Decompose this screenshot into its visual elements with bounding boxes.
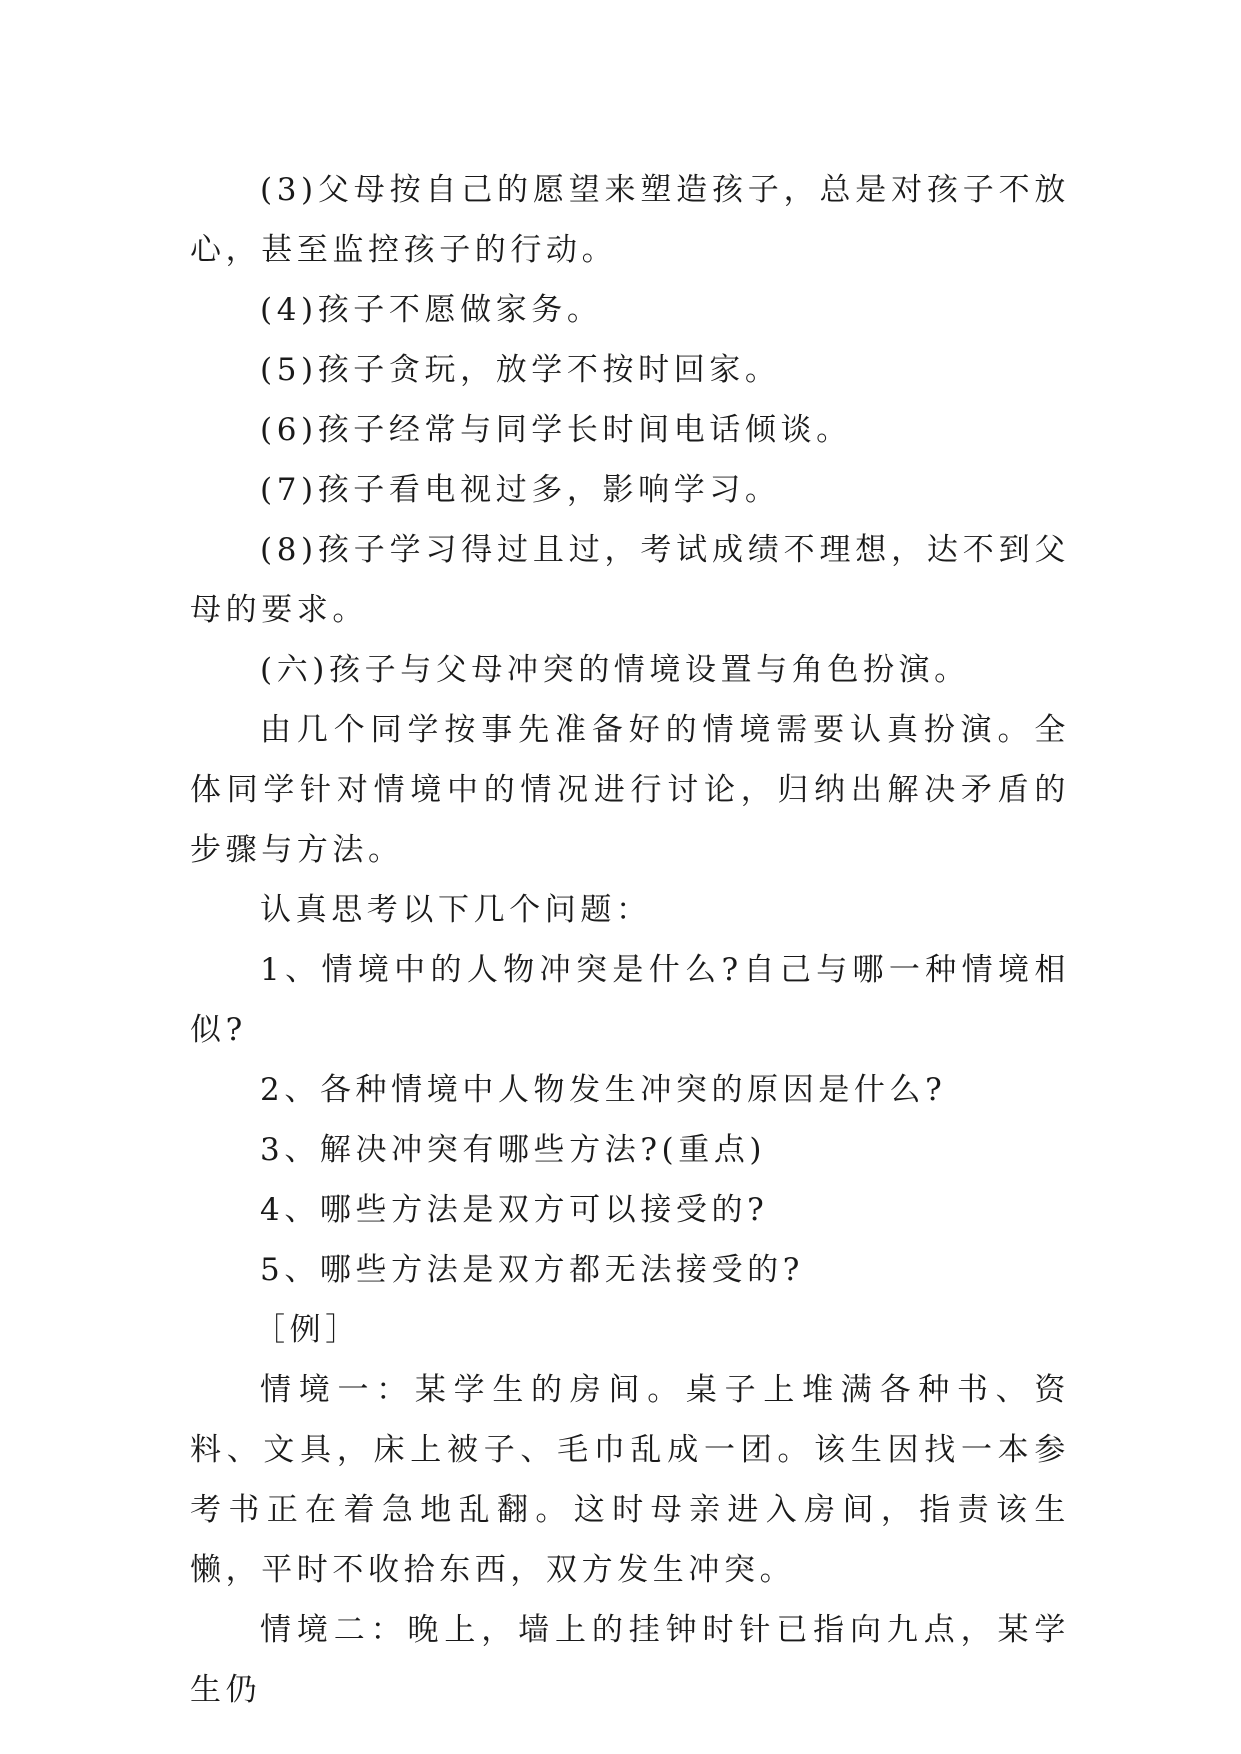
scenario-1: 情境一：某学生的房间。桌子上堆满各种书、资料、文具，床上被子、毛巾乱成一团。该生因找一本参考书正在着急地乱翻。这时母亲进入房间，指责该生懒，平时不收拾东西，双方发生冲突。 <box>190 1372 1070 1588</box>
question-5: 5、哪些方法是双方都无法接受的? <box>260 1252 804 1288</box>
paragraph-item-4: (4)孩子不愿做家务。 <box>260 292 603 328</box>
paragraph-item-5: (5)孩子贪玩，放学不按时回家。 <box>260 352 781 388</box>
example-label: ［例］ <box>254 1312 361 1348</box>
paragraph-item-6: (6)孩子经常与同学长时间电话倾谈。 <box>260 412 852 448</box>
question-4: 4、哪些方法是双方可以接受的? <box>260 1192 769 1228</box>
question-3: 3、解决冲突有哪些方法?(重点) <box>260 1132 767 1168</box>
question-1: 1、情境中的人物冲突是什么?自己与哪一种情境相似? <box>190 952 1070 1048</box>
paragraph-item-7: (7)孩子看电视过多，影响学习。 <box>260 472 781 508</box>
question-2: 2、各种情境中人物发生冲突的原因是什么? <box>260 1072 947 1108</box>
document-body <box>190 160 1070 1720</box>
questions-intro: 认真思考以下几个问题： <box>260 892 652 928</box>
scenario-2: 情境二：晚上，墙上的挂钟时针已指向九点，某学生仍 <box>190 1612 1070 1708</box>
role-play-instructions: 由几个同学按事先准备好的情境需要认真扮演。全体同学针对情境中的情况进行讨论，归纳出解决矛盾的步骤与方法。 <box>190 712 1070 868</box>
paragraph-item-8: (8)孩子学习得过且过，考试成绩不理想，达不到父母的要求。 <box>190 532 1070 628</box>
paragraph-item-3: (3)父母按自己的愿望来塑造孩子，总是对孩子不放心，甚至监控孩子的行动。 <box>190 172 1070 268</box>
section-heading-six: (六)孩子与父母冲突的情境设置与角色扮演。 <box>260 652 970 688</box>
